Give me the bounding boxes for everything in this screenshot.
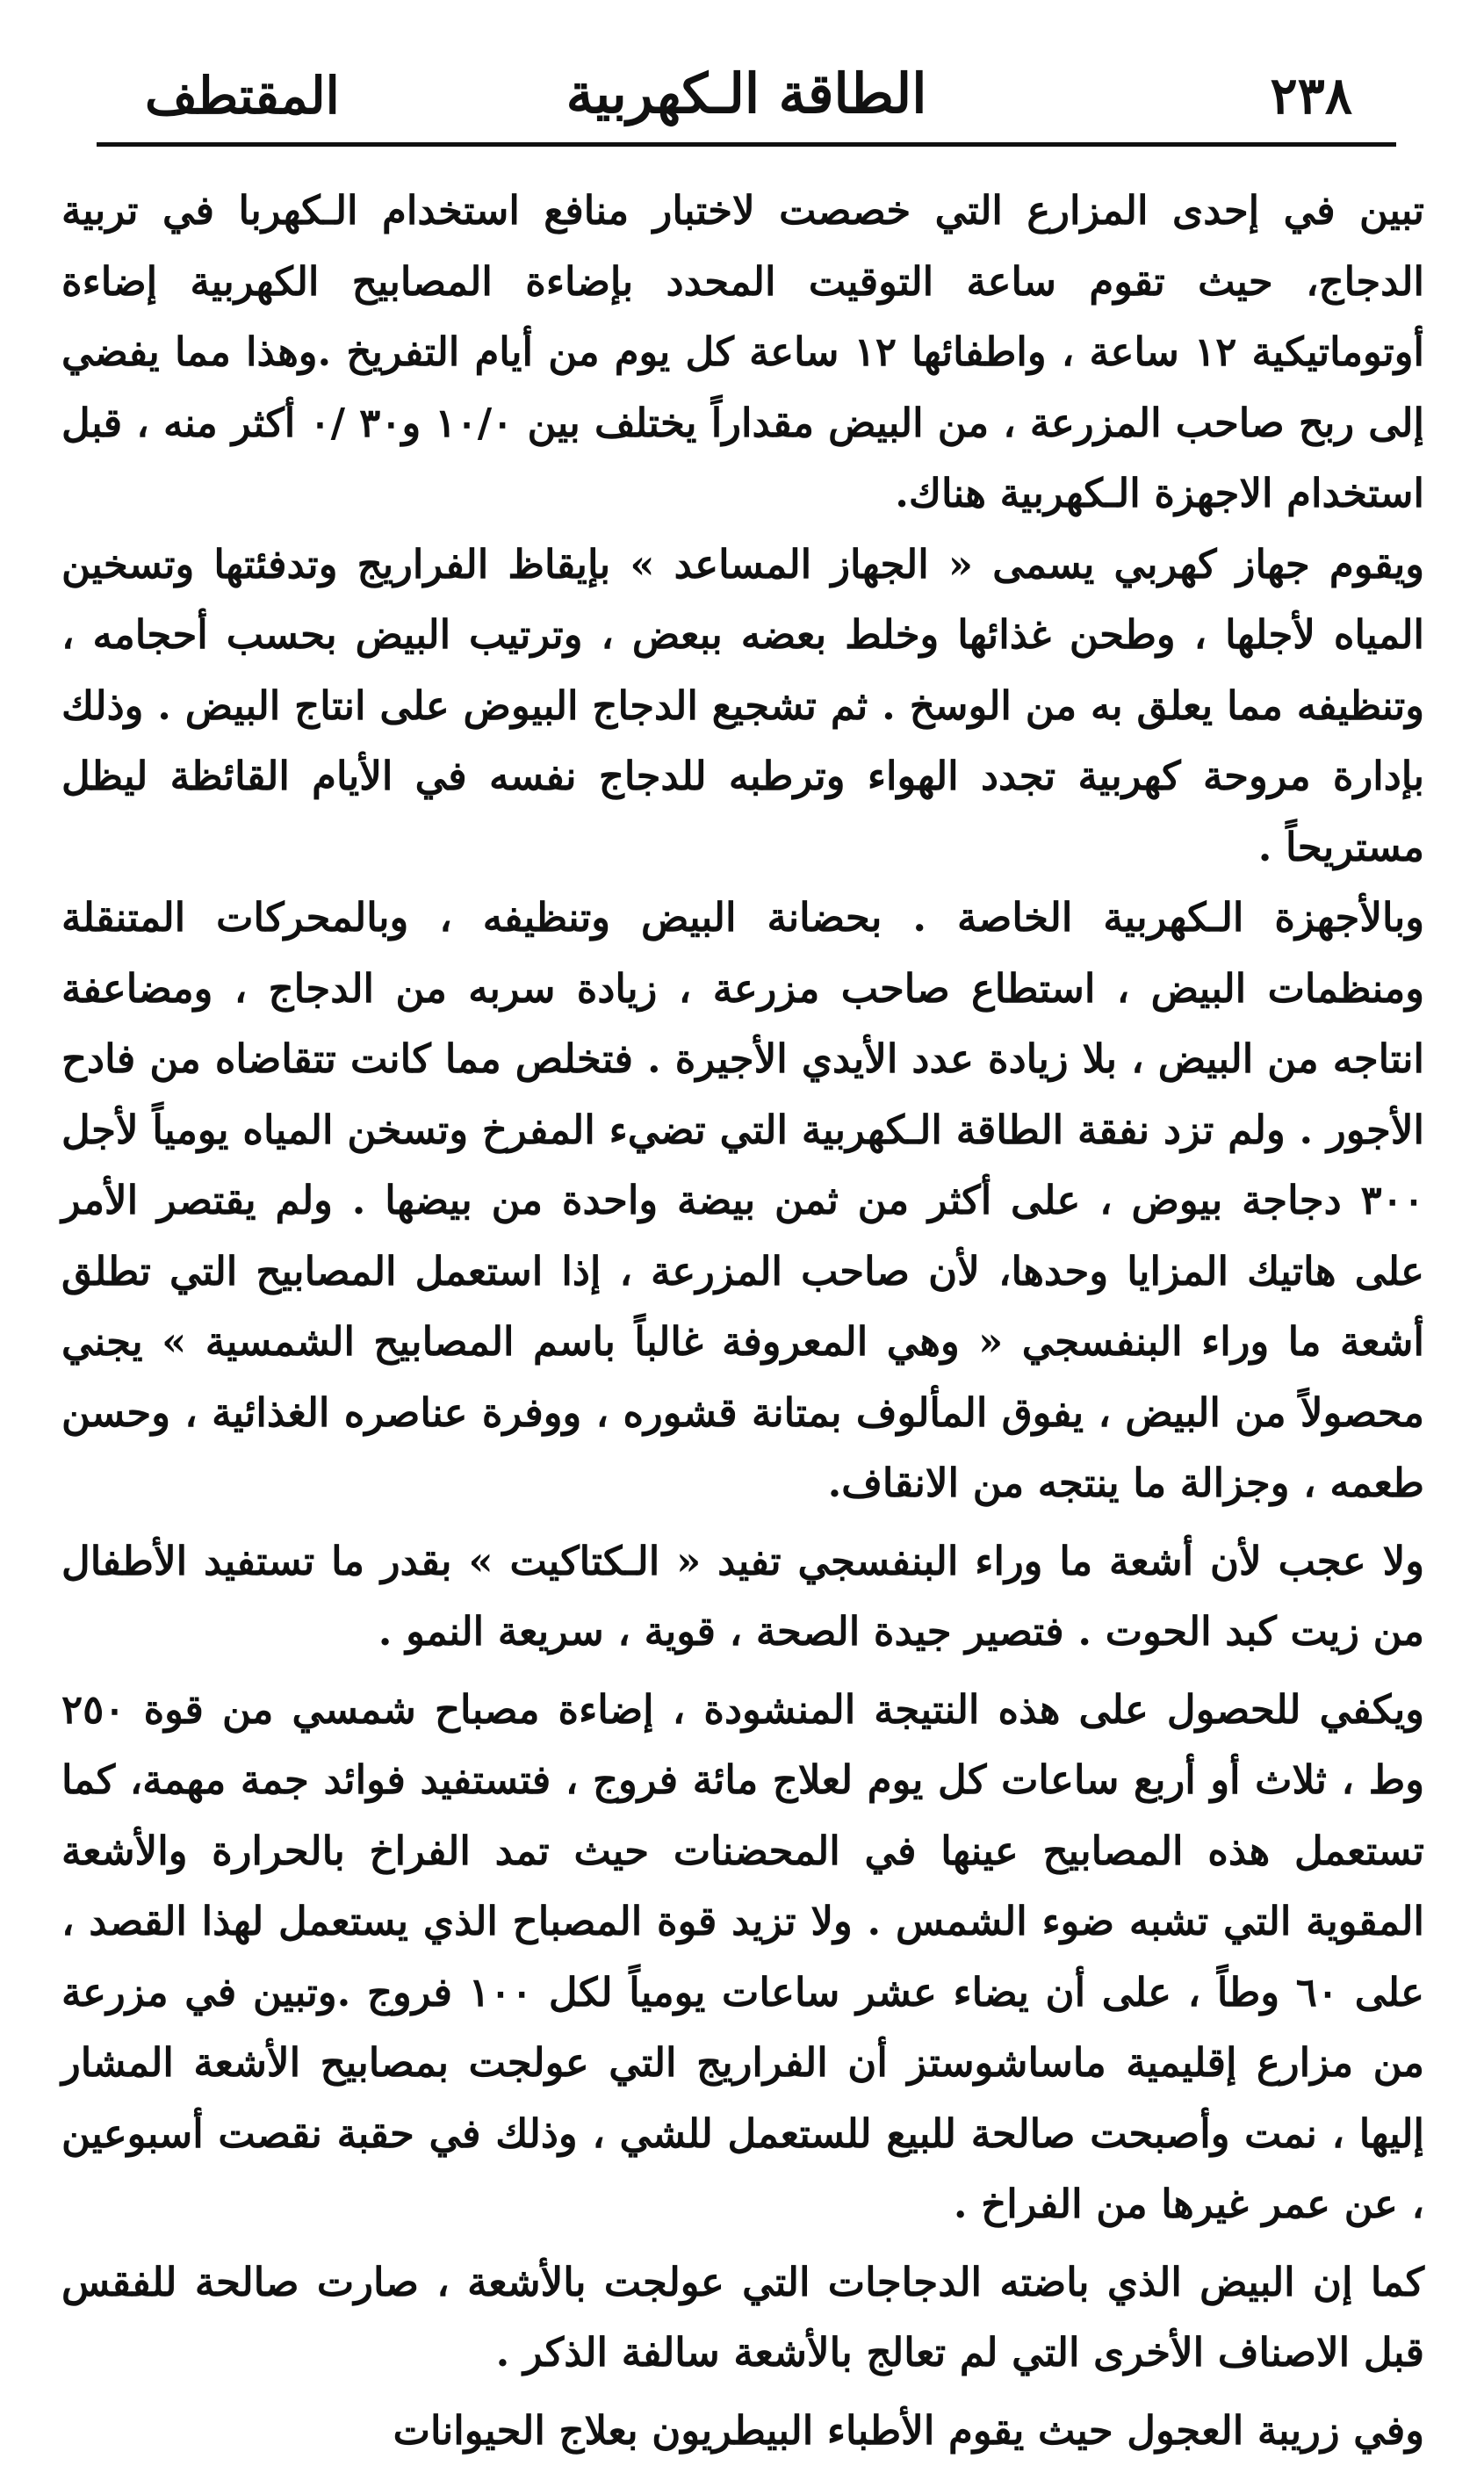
journal-name: المقتطف	[145, 66, 340, 126]
running-header	[105, 48, 1387, 154]
paragraph: كما إن البيض الذي باضته الدجاجات التي عولجت بالأشعة ، صارت صالحة للفقس قبل الاصناف الأخرى التي لم تعالج بالأشعة سالفة الذكر .	[61, 2247, 1424, 2389]
paragraph: ويكفي للحصول على هذه النتيجة المنشودة ، إضاءة مصباح شمسي من قوة ٢٥٠ وط ، ثلاث أو أربع ساعات كل يوم لعلاج مائة فروج ، فتستفيد فوائد جمة مهمة، كما تستعمل هذه المصابيح عينها في المحضنات حيث تمد الفراخ بالحرارة والأشعة المقوية التي تشبه ضوء الشمس . ولا تزيد قوة المصباح الذي يستعمل لهذا القصد ، على ٦٠ وطاً ، على أن يضاء عشر ساعات يومياً لكل ١٠٠ فروج .وتبين في مزرعة من مزارع إقليمية ماساشوستز أن الفراريج التي عولجت بمصابيح الأشعة المشار إليها ، نمت وأصبحت صالحة للبيع للستعمل للشي ، وذلك في حقبة نقصت أسبوعين ، عن عمر غيرها من الفراخ .	[61, 1675, 1424, 2240]
chapter-title: الطاقة الـكهربية	[105, 61, 1387, 126]
article-body	[61, 176, 1424, 2466]
paragraph: ولا عجب لأن أشعة ما وراء البنفسجي تفيد « الـكتاكيت » بقدر ما تستفيد الأطفال من زيت كبد الحوت . فتصير جيدة الصحة ، قوية ، سريعة النمو .	[61, 1526, 1424, 1668]
paragraph: وبالأجهزة الـكهربية الخاصة . بحضانة البيض وتنظيفه ، وبالمحركات المتنقلة ومنظمات البيض ، استطاع صاحب مزرعة ، زيادة سربه من الدجاج ، ومضاعفة انتاجه من البيض ، بلا زيادة عدد الأيدي الأجيرة . فتخلص مما كانت تتقاضاه من فادح الأجور . ولم تزد نفقة الطاقة الـكهربية التي تضيء المفرخ وتسخن المياه يومياً لأجل ٣٠٠ دجاجة بيوض ، على أكثر من ثمن بيضة واحدة من بيضها . ولم يقتصر الأمر على هاتيك المزايا وحدها، لأن صاحب المزرعة ، إذا استعمل المصابيح التي تطلق أشعة ما وراء البنفسجي « وهي المعروفة غالباً باسم المصابيح الشمسية » يجني محصولاً من البيض ، يفوق المألوف بمتانة قشوره ، ووفرة عناصره الغذائية ، وحسن طعمه ، وجزالة ما ينتجه من الانقاف.	[61, 883, 1424, 1519]
paragraph: ويقوم جهاز كهربي يسمى « الجهاز المساعد » بإيقاظ الفراريج وتدفئتها وتسخين المياه لأجلها ، وطحن غذائها وخلط بعضه ببعض ، وترتيب البيض بحسب أحجامه ، وتنظيفه مما يعلق به من الوسخ . ثم تشجيع الدجاج البيوض على انتاج البيض . وذلك بإدارة مروحة كهربية تجدد الهواء وترطبه للدجاج نفسه في الأيام القائظة ليظل مستريحاً .	[61, 530, 1424, 883]
paragraph: تبين في إحدى المزارع التي خصصت لاختبار منافع استخدام الـكهربا في تربية الدجاج، حيث تقوم ساعة التوقيت المحدد بإضاءة المصابيح الكهربية إضاءة أوتوماتيكية ١٢ ساعة ، واطفائها ١٢ ساعة كل يوم من أيام التفريخ .وهذا مما يفضي إلى ربح صاحب المزرعة ، من البيض مقداراً يختلف بين ١٠/٠ و٣٠ /٠ أكثر منه ، قبل استخدام الاجهزة الـكهربية هناك.	[61, 176, 1424, 530]
page-number: ٢٣٨	[1271, 66, 1352, 126]
header-rule	[97, 142, 1396, 147]
paragraph: وفي زريبة العجول حيث يقوم الأطباء البيطريون بعلاج الحيوانات	[61, 2396, 1424, 2466]
